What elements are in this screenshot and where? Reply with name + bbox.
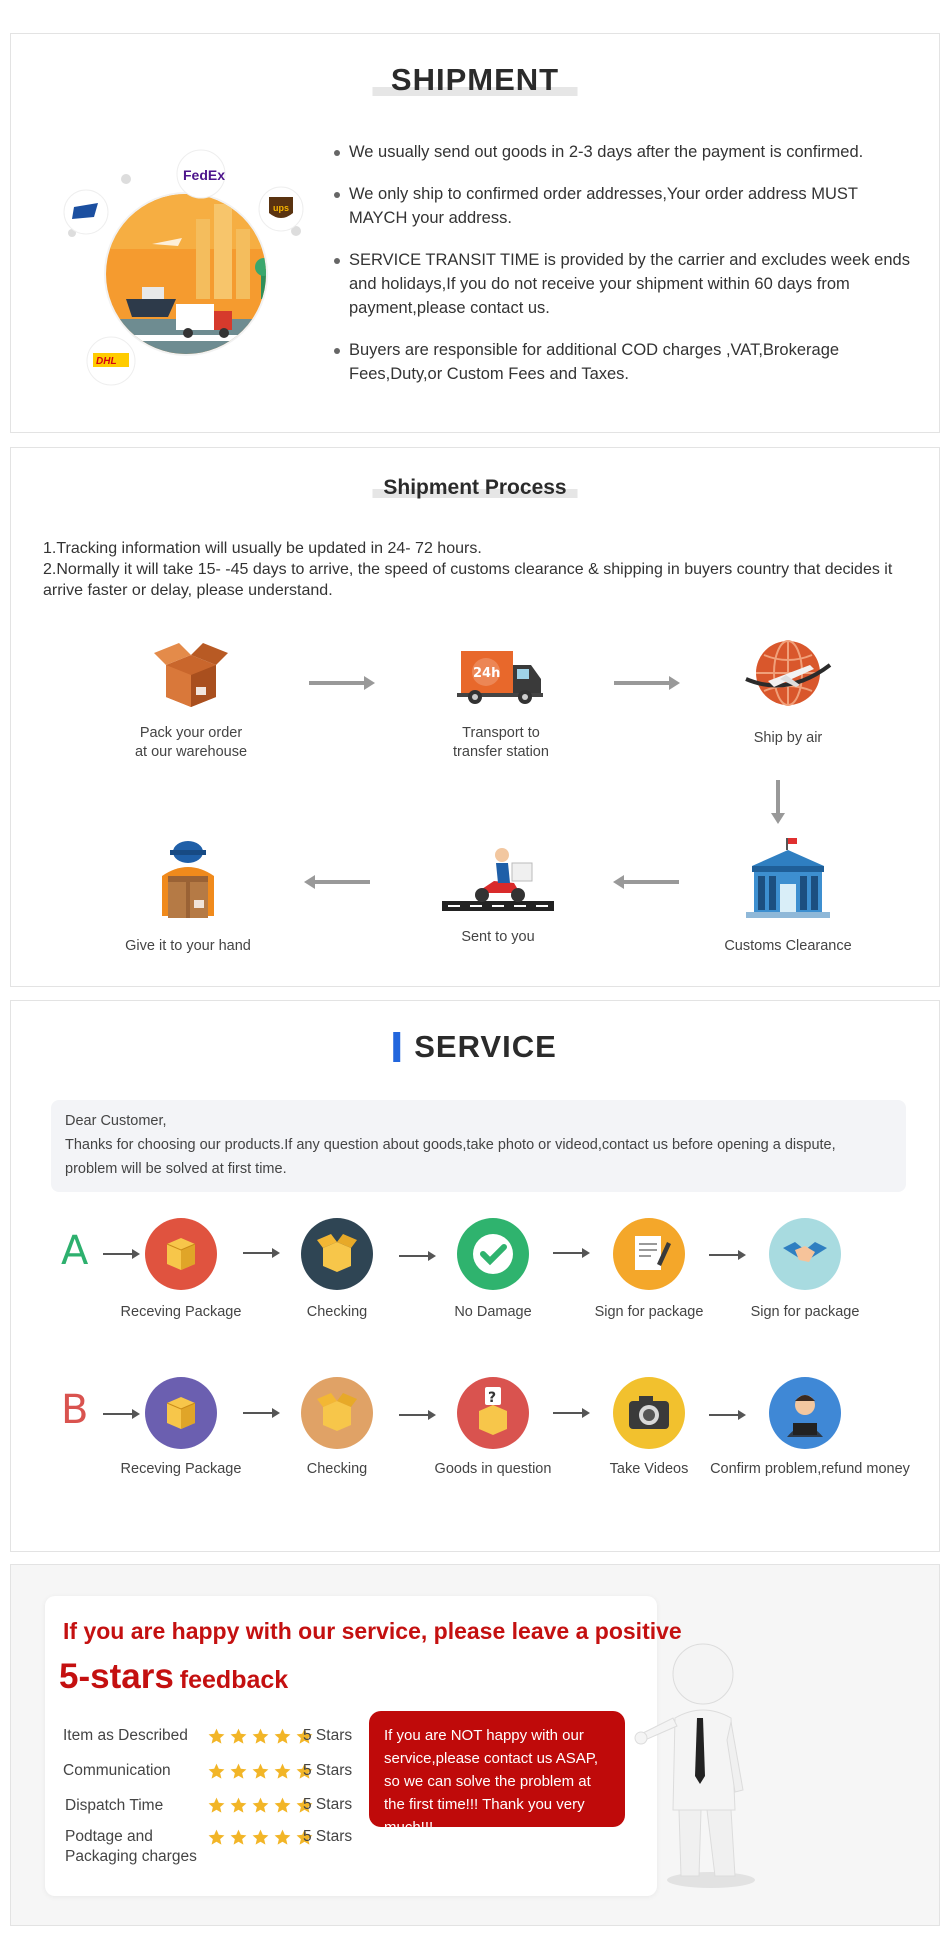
svg-text:24h: 24h bbox=[473, 666, 501, 681]
process-title: Shipment Process bbox=[373, 476, 578, 500]
star-icon bbox=[273, 1762, 292, 1781]
star-icon bbox=[207, 1828, 226, 1847]
shipment-title: SHIPMENT bbox=[373, 62, 578, 98]
step-label: Confirm problem,refund money bbox=[710, 1461, 910, 1477]
arrow-left-icon bbox=[314, 880, 370, 884]
courier-icon bbox=[148, 836, 228, 922]
shipment-bullets bbox=[333, 140, 913, 404]
process-step-hand bbox=[93, 836, 283, 956]
arrow-right-icon bbox=[553, 1412, 583, 1414]
star-icon bbox=[251, 1762, 270, 1781]
handshake-a bbox=[769, 1218, 841, 1290]
star-icon bbox=[207, 1796, 226, 1815]
scooter-delivery-icon bbox=[442, 843, 554, 921]
step-label: Receving Package bbox=[120, 1304, 242, 1320]
star-icon bbox=[251, 1727, 270, 1746]
take-videos-b bbox=[613, 1377, 685, 1449]
svg-text:DHL: DHL bbox=[96, 356, 117, 367]
step-label: Take Videos bbox=[609, 1461, 689, 1477]
customs-building-icon bbox=[738, 836, 838, 922]
box-icon bbox=[145, 1377, 217, 1449]
svg-text:?: ? bbox=[488, 1390, 497, 1406]
process-step-pack bbox=[96, 635, 286, 762]
rating-label: Item as Described bbox=[63, 1727, 188, 1744]
step-label: Checking bbox=[306, 1304, 368, 1320]
step-label: Checking bbox=[306, 1461, 368, 1477]
process-step-sent bbox=[403, 843, 593, 947]
star-icon bbox=[229, 1762, 248, 1781]
five-stars-headline: 5-stars feedback bbox=[59, 1657, 289, 1696]
svg-text:FedEx: FedEx bbox=[183, 167, 226, 183]
star-rating bbox=[207, 1828, 314, 1847]
arrow-right-icon bbox=[614, 681, 670, 685]
check-icon bbox=[457, 1218, 529, 1290]
arrow-right-icon bbox=[103, 1413, 133, 1415]
svg-text:ups: ups bbox=[273, 203, 290, 213]
goods-in-question-b bbox=[457, 1377, 529, 1449]
row-letter-b: B bbox=[61, 1387, 89, 1433]
bullet-item: Buyers are responsible for additional COD charges ,VAT,Brokerage Fees,Duty,or Custom Fees and Taxes. bbox=[333, 338, 913, 386]
row-letter-a: A bbox=[61, 1228, 89, 1274]
star-icon bbox=[251, 1828, 270, 1847]
rating-text: 5 Stars bbox=[303, 1828, 353, 1845]
white-figure-illustration bbox=[631, 1640, 761, 1890]
unhappy-contact-box: If you are NOT happy with our service,please contact us ASAP, so we can solve the problem at the first time!!! Thank you very much!!! bbox=[369, 1711, 625, 1827]
step-label: Transport to transfer station bbox=[453, 725, 549, 760]
question-box-icon bbox=[457, 1377, 529, 1449]
arrow-right-icon bbox=[399, 1414, 429, 1416]
rating-text: 5 Stars bbox=[303, 1762, 353, 1779]
arrow-right-icon bbox=[309, 681, 365, 685]
step-label: Customs Clearance bbox=[724, 938, 852, 954]
arrow-right-icon bbox=[399, 1255, 429, 1257]
arrow-down-icon bbox=[776, 780, 780, 814]
process-step-transport bbox=[406, 635, 596, 762]
shipment-section bbox=[10, 33, 940, 433]
rating-label: Dispatch Time bbox=[65, 1797, 164, 1814]
step-label: Pack your order at our warehouse bbox=[134, 725, 248, 760]
arrow-right-icon bbox=[243, 1412, 273, 1414]
process-notes: 1.Tracking information will usually be updated in 24- 72 hours. 2.Normally it will take 15- -45 days to arrive, the speed of customs clearance & shipping in buyers country that decides it arrive faster or delay, please understand. bbox=[43, 540, 893, 599]
step-label: Sign for package bbox=[594, 1304, 704, 1320]
star-icon bbox=[273, 1727, 292, 1746]
arrow-right-icon bbox=[103, 1253, 133, 1255]
support-agent-icon bbox=[769, 1377, 841, 1449]
dear-customer-note: Dear Customer, Thanks for choosing our products.If any question about goods,take photo or videod,contact us before opening a dispute, problem will be solved at first time. bbox=[51, 1100, 906, 1192]
star-icon bbox=[229, 1828, 248, 1847]
star-icon bbox=[273, 1796, 292, 1815]
checking-b bbox=[301, 1377, 373, 1449]
arrow-right-icon bbox=[709, 1254, 739, 1256]
box-icon bbox=[145, 1218, 217, 1290]
arrow-right-icon bbox=[553, 1252, 583, 1254]
step-label: No Damage bbox=[454, 1304, 532, 1320]
rating-text: 5 Stars bbox=[303, 1796, 353, 1813]
star-icon bbox=[207, 1727, 226, 1746]
service-title: SERVICE bbox=[393, 1029, 557, 1065]
camera-icon bbox=[613, 1377, 685, 1449]
rating-label: Podtage and Packaging charges bbox=[65, 1828, 197, 1865]
box-icon bbox=[146, 635, 236, 711]
service-section bbox=[10, 1000, 940, 1552]
confirm-problem-b bbox=[769, 1377, 841, 1449]
star-rating bbox=[207, 1762, 314, 1781]
step-label: Sign for package bbox=[750, 1304, 860, 1320]
star-icon bbox=[251, 1796, 270, 1815]
arrow-right-icon bbox=[243, 1252, 273, 1254]
step-label: Sent to you bbox=[461, 929, 535, 945]
star-icon bbox=[229, 1727, 248, 1746]
feedback-headline: If you are happy with our service, please leave a positive bbox=[63, 1618, 682, 1644]
process-step-air bbox=[693, 635, 883, 748]
rating-label: Communication bbox=[63, 1762, 171, 1779]
globe-plane-icon bbox=[740, 635, 836, 711]
star-rating bbox=[207, 1796, 314, 1815]
star-icon bbox=[207, 1762, 226, 1781]
arrow-left-icon bbox=[623, 880, 679, 884]
bullet-item: We only ship to confirmed order addresses,Your order address MUST MAYCH your address. bbox=[333, 182, 913, 230]
bullet-item: We usually send out goods in 2-3 days after the payment is confirmed. bbox=[333, 140, 913, 164]
no-damage-a bbox=[457, 1218, 529, 1290]
feedback-section bbox=[10, 1564, 940, 1926]
step-label: Give it to your hand bbox=[125, 938, 251, 954]
document-sign-icon bbox=[613, 1218, 685, 1290]
arrow-right-icon bbox=[709, 1414, 739, 1416]
step-label: Ship by air bbox=[753, 730, 823, 746]
open-box-icon bbox=[301, 1377, 373, 1449]
step-label: Receving Package bbox=[120, 1461, 242, 1477]
rating-text: 5 Stars bbox=[303, 1727, 353, 1744]
shipment-process-section bbox=[10, 447, 940, 987]
star-icon bbox=[229, 1796, 248, 1815]
handshake-icon bbox=[769, 1218, 841, 1290]
checking-a bbox=[301, 1218, 373, 1290]
step-label: Goods in question bbox=[434, 1461, 552, 1477]
receiving-package-a bbox=[145, 1218, 217, 1290]
receiving-package-b bbox=[145, 1377, 217, 1449]
sign-for-package-a bbox=[613, 1218, 685, 1290]
shipping-globe-illustration bbox=[56, 149, 326, 399]
star-icon bbox=[273, 1828, 292, 1847]
bullet-item: SERVICE TRANSIT TIME is provided by the carrier and excludes week ends and holidays,If you do not receive your shipment within 60 days from payment,please contact us. bbox=[333, 248, 913, 320]
process-step-customs bbox=[693, 836, 883, 956]
open-box-icon bbox=[301, 1218, 373, 1290]
star-rating bbox=[207, 1727, 314, 1746]
truck-icon bbox=[453, 635, 549, 711]
